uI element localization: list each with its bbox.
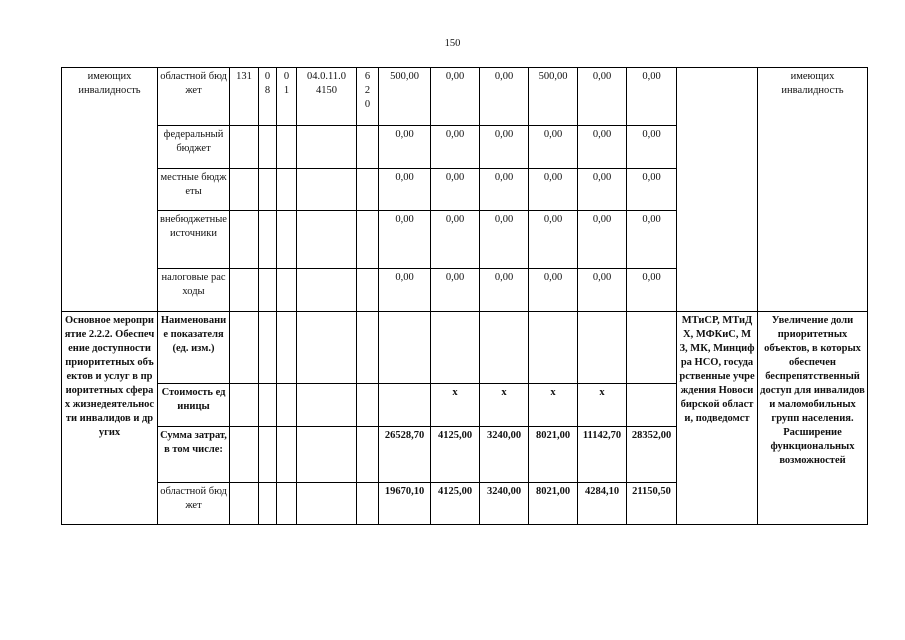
- value-cell: x: [480, 384, 529, 427]
- code-cell: [357, 384, 379, 427]
- code-cell: [357, 211, 379, 269]
- result-cell: имеющих инвалидность: [758, 68, 868, 312]
- table-row: [62, 68, 868, 126]
- value-cell: 0,00: [379, 269, 431, 312]
- value-cell: 0,00: [529, 211, 578, 269]
- code-cell: [357, 126, 379, 169]
- code-cell: [230, 427, 259, 483]
- code-cell: [277, 384, 297, 427]
- value-cell: 4125,00: [431, 427, 480, 483]
- code-cell: [357, 169, 379, 211]
- code-cell: [259, 384, 277, 427]
- value-cell: 0,00: [529, 269, 578, 312]
- code-cell: [357, 312, 379, 384]
- value-cell: 4125,00: [431, 483, 480, 525]
- code-cell: [259, 269, 277, 312]
- value-cell: 26528,70: [379, 427, 431, 483]
- code-cell: [277, 126, 297, 169]
- code-cell: [230, 384, 259, 427]
- code-cell: 6 2 0: [357, 68, 379, 126]
- code-cell: [357, 483, 379, 525]
- value-cell: 0,00: [627, 269, 677, 312]
- value-cell: 0,00: [431, 169, 480, 211]
- value-cell: x: [431, 384, 480, 427]
- value-cell: 3240,00: [480, 483, 529, 525]
- funding-source: внебюджетные источники: [158, 211, 230, 269]
- code-cell: [297, 427, 357, 483]
- value-cell: [578, 312, 627, 384]
- measure-name-cell: имеющих инвалидность: [62, 68, 158, 312]
- value-cell: 0,00: [431, 68, 480, 126]
- code-cell: [277, 312, 297, 384]
- row-label: Стоимость единицы: [158, 384, 230, 427]
- funding-source: областной бюджет: [158, 68, 230, 126]
- value-cell: [379, 312, 431, 384]
- page-number: 150: [444, 38, 461, 49]
- value-cell: 0,00: [578, 126, 627, 169]
- value-cell: 19670,10: [379, 483, 431, 525]
- value-cell: 21150,50: [627, 483, 677, 525]
- value-cell: 0,00: [431, 269, 480, 312]
- value-cell: 28352,00: [627, 427, 677, 483]
- value-cell: 0,00: [480, 126, 529, 169]
- code-cell: [297, 269, 357, 312]
- code-cell: [230, 126, 259, 169]
- value-cell: [627, 384, 677, 427]
- value-cell: x: [529, 384, 578, 427]
- value-cell: 8021,00: [529, 427, 578, 483]
- value-cell: 0,00: [578, 169, 627, 211]
- value-cell: 0,00: [379, 126, 431, 169]
- code-cell: 0 8: [259, 68, 277, 126]
- code-cell: [259, 483, 277, 525]
- measure-name-cell: Основное мероприятие 2.2.2. Обеспечение доступности приоритетных объектов и услуг в приоритетных сферах жизнедеятельности инвалидов и других: [62, 312, 158, 525]
- value-cell: 0,00: [529, 169, 578, 211]
- row-label: Сумма затрат, в том числе:: [158, 427, 230, 483]
- value-cell: 500,00: [529, 68, 578, 126]
- code-cell: [297, 126, 357, 169]
- code-cell: [259, 427, 277, 483]
- value-cell: 0,00: [627, 169, 677, 211]
- code-cell: 0 1: [277, 68, 297, 126]
- code-cell: [297, 211, 357, 269]
- code-cell: [259, 312, 277, 384]
- funding-source: местные бюджеты: [158, 169, 230, 211]
- table-row: [62, 312, 868, 384]
- value-cell: 0,00: [578, 211, 627, 269]
- code-cell: [259, 211, 277, 269]
- code-cell: [259, 169, 277, 211]
- value-cell: 0,00: [379, 169, 431, 211]
- value-cell: 11142,70: [578, 427, 627, 483]
- value-cell: 0,00: [578, 269, 627, 312]
- code-cell: 131: [230, 68, 259, 126]
- result-cell: Увеличение доли приоритетных объектов, в которых обеспечен беспрепятственный доступ для инвалидов и маломобильных групп населения. Расширение функциональных возможностей: [758, 312, 868, 525]
- value-cell: 0,00: [627, 211, 677, 269]
- value-cell: 3240,00: [480, 427, 529, 483]
- executor-cell: МТиСР, МТиДХ, МФКиС, МЗ, МК, Минцифра НСО, государственные учреждения Новосибирской области, подведомст: [677, 312, 758, 525]
- row-label: областной бюджет: [158, 483, 230, 525]
- value-cell: 500,00: [379, 68, 431, 126]
- code-cell: 04.0.11.0 4150: [297, 68, 357, 126]
- program-table: [61, 67, 868, 525]
- value-cell: [480, 312, 529, 384]
- value-cell: 0,00: [480, 169, 529, 211]
- value-cell: 0,00: [431, 211, 480, 269]
- code-cell: [230, 312, 259, 384]
- value-cell: [529, 312, 578, 384]
- value-cell: [379, 384, 431, 427]
- row-label: Наименование показателя (ед. изм.): [158, 312, 230, 384]
- code-cell: [230, 169, 259, 211]
- code-cell: [230, 211, 259, 269]
- code-cell: [259, 126, 277, 169]
- value-cell: 8021,00: [529, 483, 578, 525]
- code-cell: [277, 211, 297, 269]
- code-cell: [277, 427, 297, 483]
- value-cell: 0,00: [578, 68, 627, 126]
- code-cell: [297, 483, 357, 525]
- executor-cell-empty: [677, 68, 758, 312]
- code-cell: [277, 169, 297, 211]
- value-cell: 4284,10: [578, 483, 627, 525]
- value-cell: [431, 312, 480, 384]
- value-cell: 0,00: [627, 68, 677, 126]
- code-cell: [277, 269, 297, 312]
- code-cell: [357, 427, 379, 483]
- value-cell: 0,00: [627, 126, 677, 169]
- value-cell: [627, 312, 677, 384]
- code-cell: [230, 269, 259, 312]
- code-cell: [357, 269, 379, 312]
- code-cell: [297, 384, 357, 427]
- value-cell: 0,00: [480, 211, 529, 269]
- code-cell: [277, 483, 297, 525]
- code-cell: [297, 312, 357, 384]
- value-cell: 0,00: [431, 126, 480, 169]
- value-cell: 0,00: [529, 126, 578, 169]
- funding-source: налоговые расходы: [158, 269, 230, 312]
- value-cell: 0,00: [480, 269, 529, 312]
- code-cell: [297, 169, 357, 211]
- value-cell: 0,00: [480, 68, 529, 126]
- funding-source: федеральный бюджет: [158, 126, 230, 169]
- value-cell: 0,00: [379, 211, 431, 269]
- code-cell: [230, 483, 259, 525]
- value-cell: x: [578, 384, 627, 427]
